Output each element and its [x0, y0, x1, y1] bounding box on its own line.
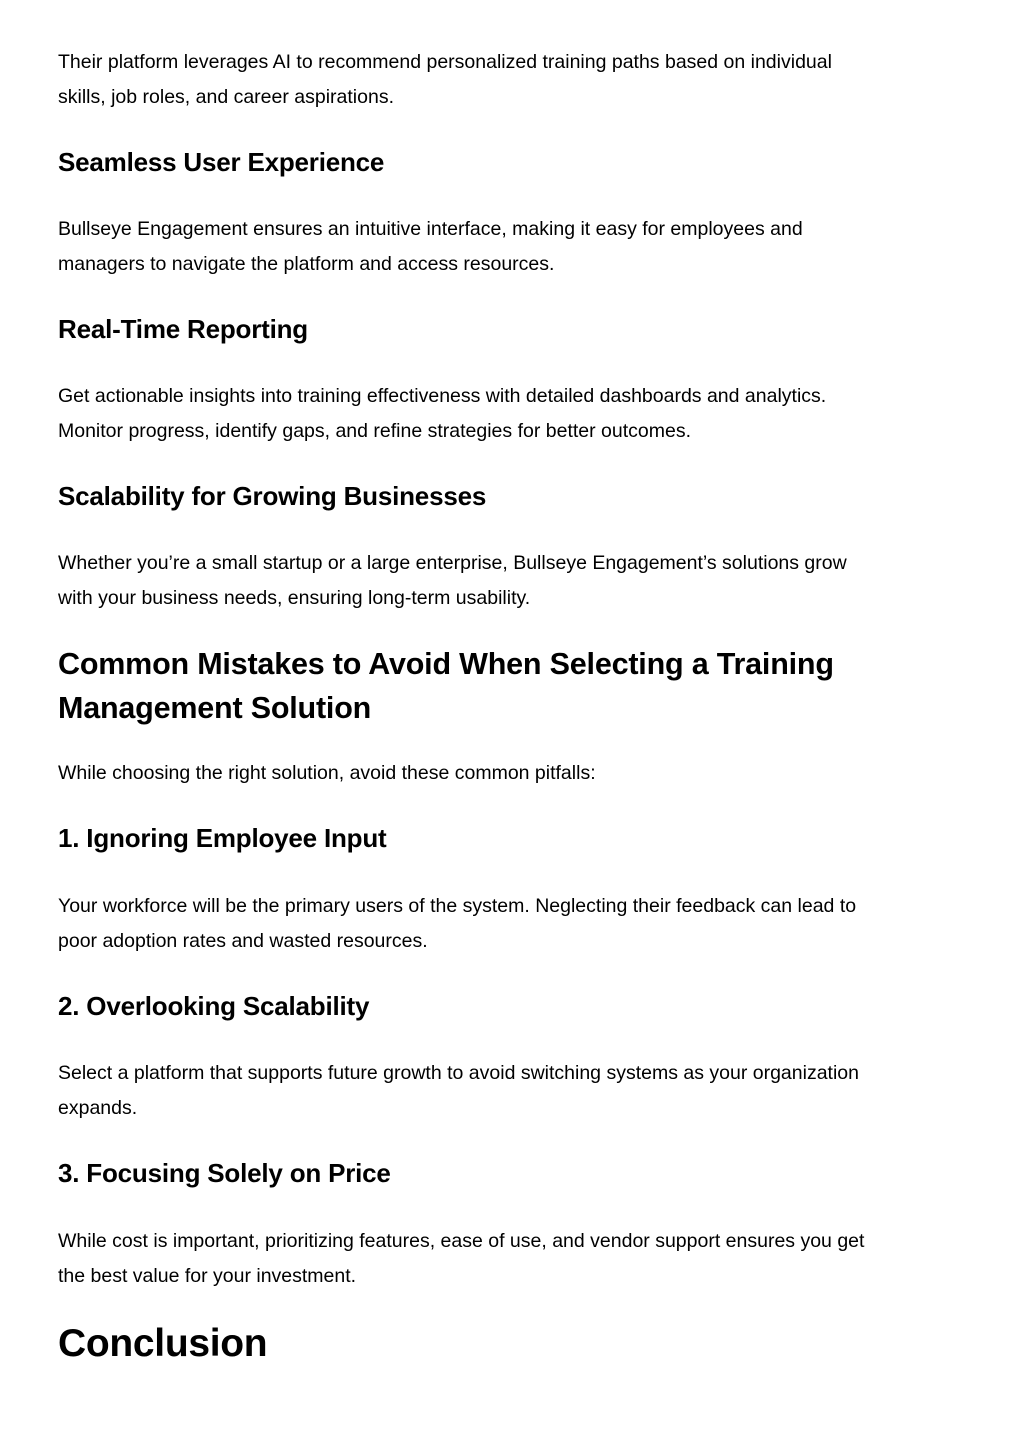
- ignoring-line-2: poor adoption rates and wasted resources.: [58, 930, 428, 952]
- intro-line-1: Their platform leverages AI to recommend personalized training paths based on individual: [58, 51, 832, 73]
- heading-scalability-growing-businesses: Scalability for Growing Businesses: [58, 481, 487, 511]
- heading-overlooking-scalability: 2. Overlooking Scalability: [58, 991, 370, 1021]
- common-mistakes-heading-line-1: Common Mistakes to Avoid When Selecting a Training: [58, 647, 834, 681]
- heading-real-time-reporting: Real-Time Reporting: [58, 314, 308, 344]
- seamless-line-2: managers to navigate the platform and access resources.: [58, 253, 555, 275]
- reporting-line-2: Monitor progress, identify gaps, and refine strategies for better outcomes.: [58, 420, 691, 442]
- heading-focusing-solely-on-price: 3. Focusing Solely on Price: [58, 1158, 391, 1188]
- heading-common-mistakes: [58, 642, 834, 730]
- paragraph-common-mistakes-intro: While choosing the right solution, avoid these common pitfalls:: [58, 762, 596, 784]
- price-line-2: the best value for your investment.: [58, 1265, 357, 1287]
- overlooking-line-1: Select a platform that supports future growth to avoid switching systems as your organization: [58, 1062, 859, 1084]
- common-mistakes-heading-line-2: Management Solution: [58, 691, 372, 725]
- overlooking-line-2: expands.: [58, 1097, 138, 1119]
- scalability-line-2: with your business needs, ensuring long-term usability.: [58, 587, 531, 609]
- intro-line-2: skills, job roles, and career aspirations.: [58, 86, 394, 108]
- paragraph-scalability-growing-businesses: [58, 546, 847, 616]
- intro-paragraph: [58, 45, 832, 115]
- paragraph-seamless-user-experience: [58, 212, 803, 282]
- scalability-line-1: Whether you’re a small startup or a large enterprise, Bullseye Engagement’s solutions grow: [58, 552, 847, 574]
- price-line-1: While cost is important, prioritizing features, ease of use, and vendor support ensures you get: [58, 1230, 865, 1252]
- heading-seamless-user-experience: Seamless User Experience: [58, 147, 385, 177]
- heading-ignoring-employee-input: 1. Ignoring Employee Input: [58, 823, 387, 853]
- paragraph-real-time-reporting: [58, 379, 826, 449]
- ignoring-line-1: Your workforce will be the primary users of the system. Neglecting their feedback can lead to: [58, 895, 857, 917]
- seamless-line-1: Bullseye Engagement ensures an intuitive interface, making it easy for employees and: [58, 218, 803, 240]
- paragraph-ignoring-employee-input: [58, 889, 856, 959]
- heading-conclusion: Conclusion: [58, 1322, 268, 1365]
- reporting-line-1: Get actionable insights into training effectiveness with detailed dashboards and analytics.: [58, 385, 827, 407]
- paragraph-overlooking-scalability: [58, 1056, 859, 1126]
- paragraph-focusing-solely-on-price: [58, 1224, 864, 1294]
